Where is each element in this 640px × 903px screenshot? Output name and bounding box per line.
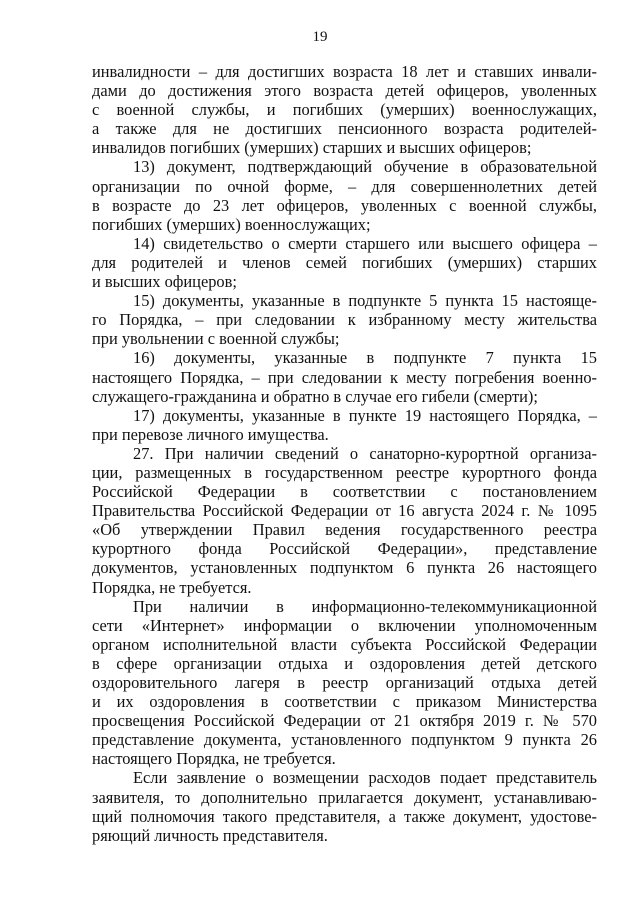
text-line: 17) документы, указанные в пункте 19 настоящего Порядка, – [133,405,597,425]
text-line: 16) документы, указанные в подпункте 7 пункта 15 [133,348,597,368]
text-line: ции, размещенных в государственном реестре курортного фонда [92,462,597,482]
text-line: в возрасте до 23 лет офицеров, уволенных с военной службы, [92,195,597,215]
document-body [92,62,597,845]
text-line: при увольнении с военной службы; [92,329,340,349]
text-line: инвалидности – для достигших возраста 18 лет и ставших инвали- [92,62,597,81]
text-line: щий полномочия такого представителя, а также документ, удостове- [92,806,597,826]
text-line: дами до достижения этого возраста детей офицеров, уволенных [92,81,597,101]
text-line: Правительства Российской Федерации от 16 августа 2024 г. № 1095 [92,501,597,521]
text-line: 13) документ, подтверждающий обучение в образовательной [133,157,597,177]
text-line: представление документа, установленного подпунктом 9 пункта 26 [92,730,597,750]
text-line: просвещения Российской Федерации от 21 октября 2019 г. № 570 [92,711,597,731]
paragraph [92,597,597,769]
text-line: а также для не достигших пенсионного возраста родителей- [92,119,597,139]
text-line: с военной службы, и погибших (умерших) военнослужащих, [92,100,597,120]
text-line: оздоровительного лагеря в реестр организаций отдыха детей [92,673,597,692]
text-line: Если заявление о возмещении расходов подает представитель [133,768,597,788]
text-line: органом исполнительной власти субъекта Российской Федерации [92,634,597,654]
paragraph [92,444,597,597]
text-line: организации по очной форме, – для совершеннолетних детей [92,176,597,196]
text-line: погибших (умерших) военнослужащих; [92,214,371,234]
paragraph [92,768,597,844]
text-line: Порядка, не требуется. [92,577,252,597]
text-line: ряющий личность представителя. [92,825,328,845]
text-line: служащего-гражданина и обратно в случае его гибели (смерти); [92,386,538,406]
text-line: При наличии в информационно-телекоммуникационной [133,596,597,616]
text-line: при перевозе личного имущества. [92,424,329,444]
text-line: инвалидов погибших (умерших) старших и высших офицеров; [92,138,532,158]
text-line: и их оздоровления в соответствии с приказом Министерства [92,692,597,712]
text-line: и высших офицеров; [92,272,237,292]
paragraph [92,348,597,405]
paragraph [92,62,597,157]
page-number: 19 [312,29,328,45]
paragraph [92,406,597,444]
text-line: документов, установленных подпунктом 6 пункта 26 настоящего [92,558,597,578]
text-line: настоящего Порядка, не требуется. [92,749,336,769]
text-line: Российской Федерации в соответствии с постановлением [92,482,597,502]
text-line: 15) документы, указанные в подпункте 5 пункта 15 настояще- [133,291,597,311]
text-line: сети «Интернет» информации о включении уполномоченным [92,615,597,635]
text-line: 14) свидетельство о смерти старшего или высшего офицера – [133,233,597,253]
text-line: заявителя, то дополнительно прилагается документ, устанавливаю- [92,787,597,807]
text-line: го Порядка, – при следовании к избранному месту жительства [92,310,597,330]
paragraph [92,291,597,348]
paragraph [92,234,597,291]
text-line: для родителей и членов семей погибших (умерших) старших [92,252,597,272]
paragraph [92,157,597,233]
text-line: 27. При наличии сведений о санаторно-курортной организа- [133,443,597,463]
text-line: «Об утверждении Правил ведения государственного реестра [92,520,597,540]
text-line: в сфере организации отдыха и оздоровления детей детского [92,653,597,673]
text-line: настоящего Порядка, – при следовании к месту погребения военно- [92,367,597,387]
text-line: курортного фонда Российской Федерации», представление [92,539,597,559]
